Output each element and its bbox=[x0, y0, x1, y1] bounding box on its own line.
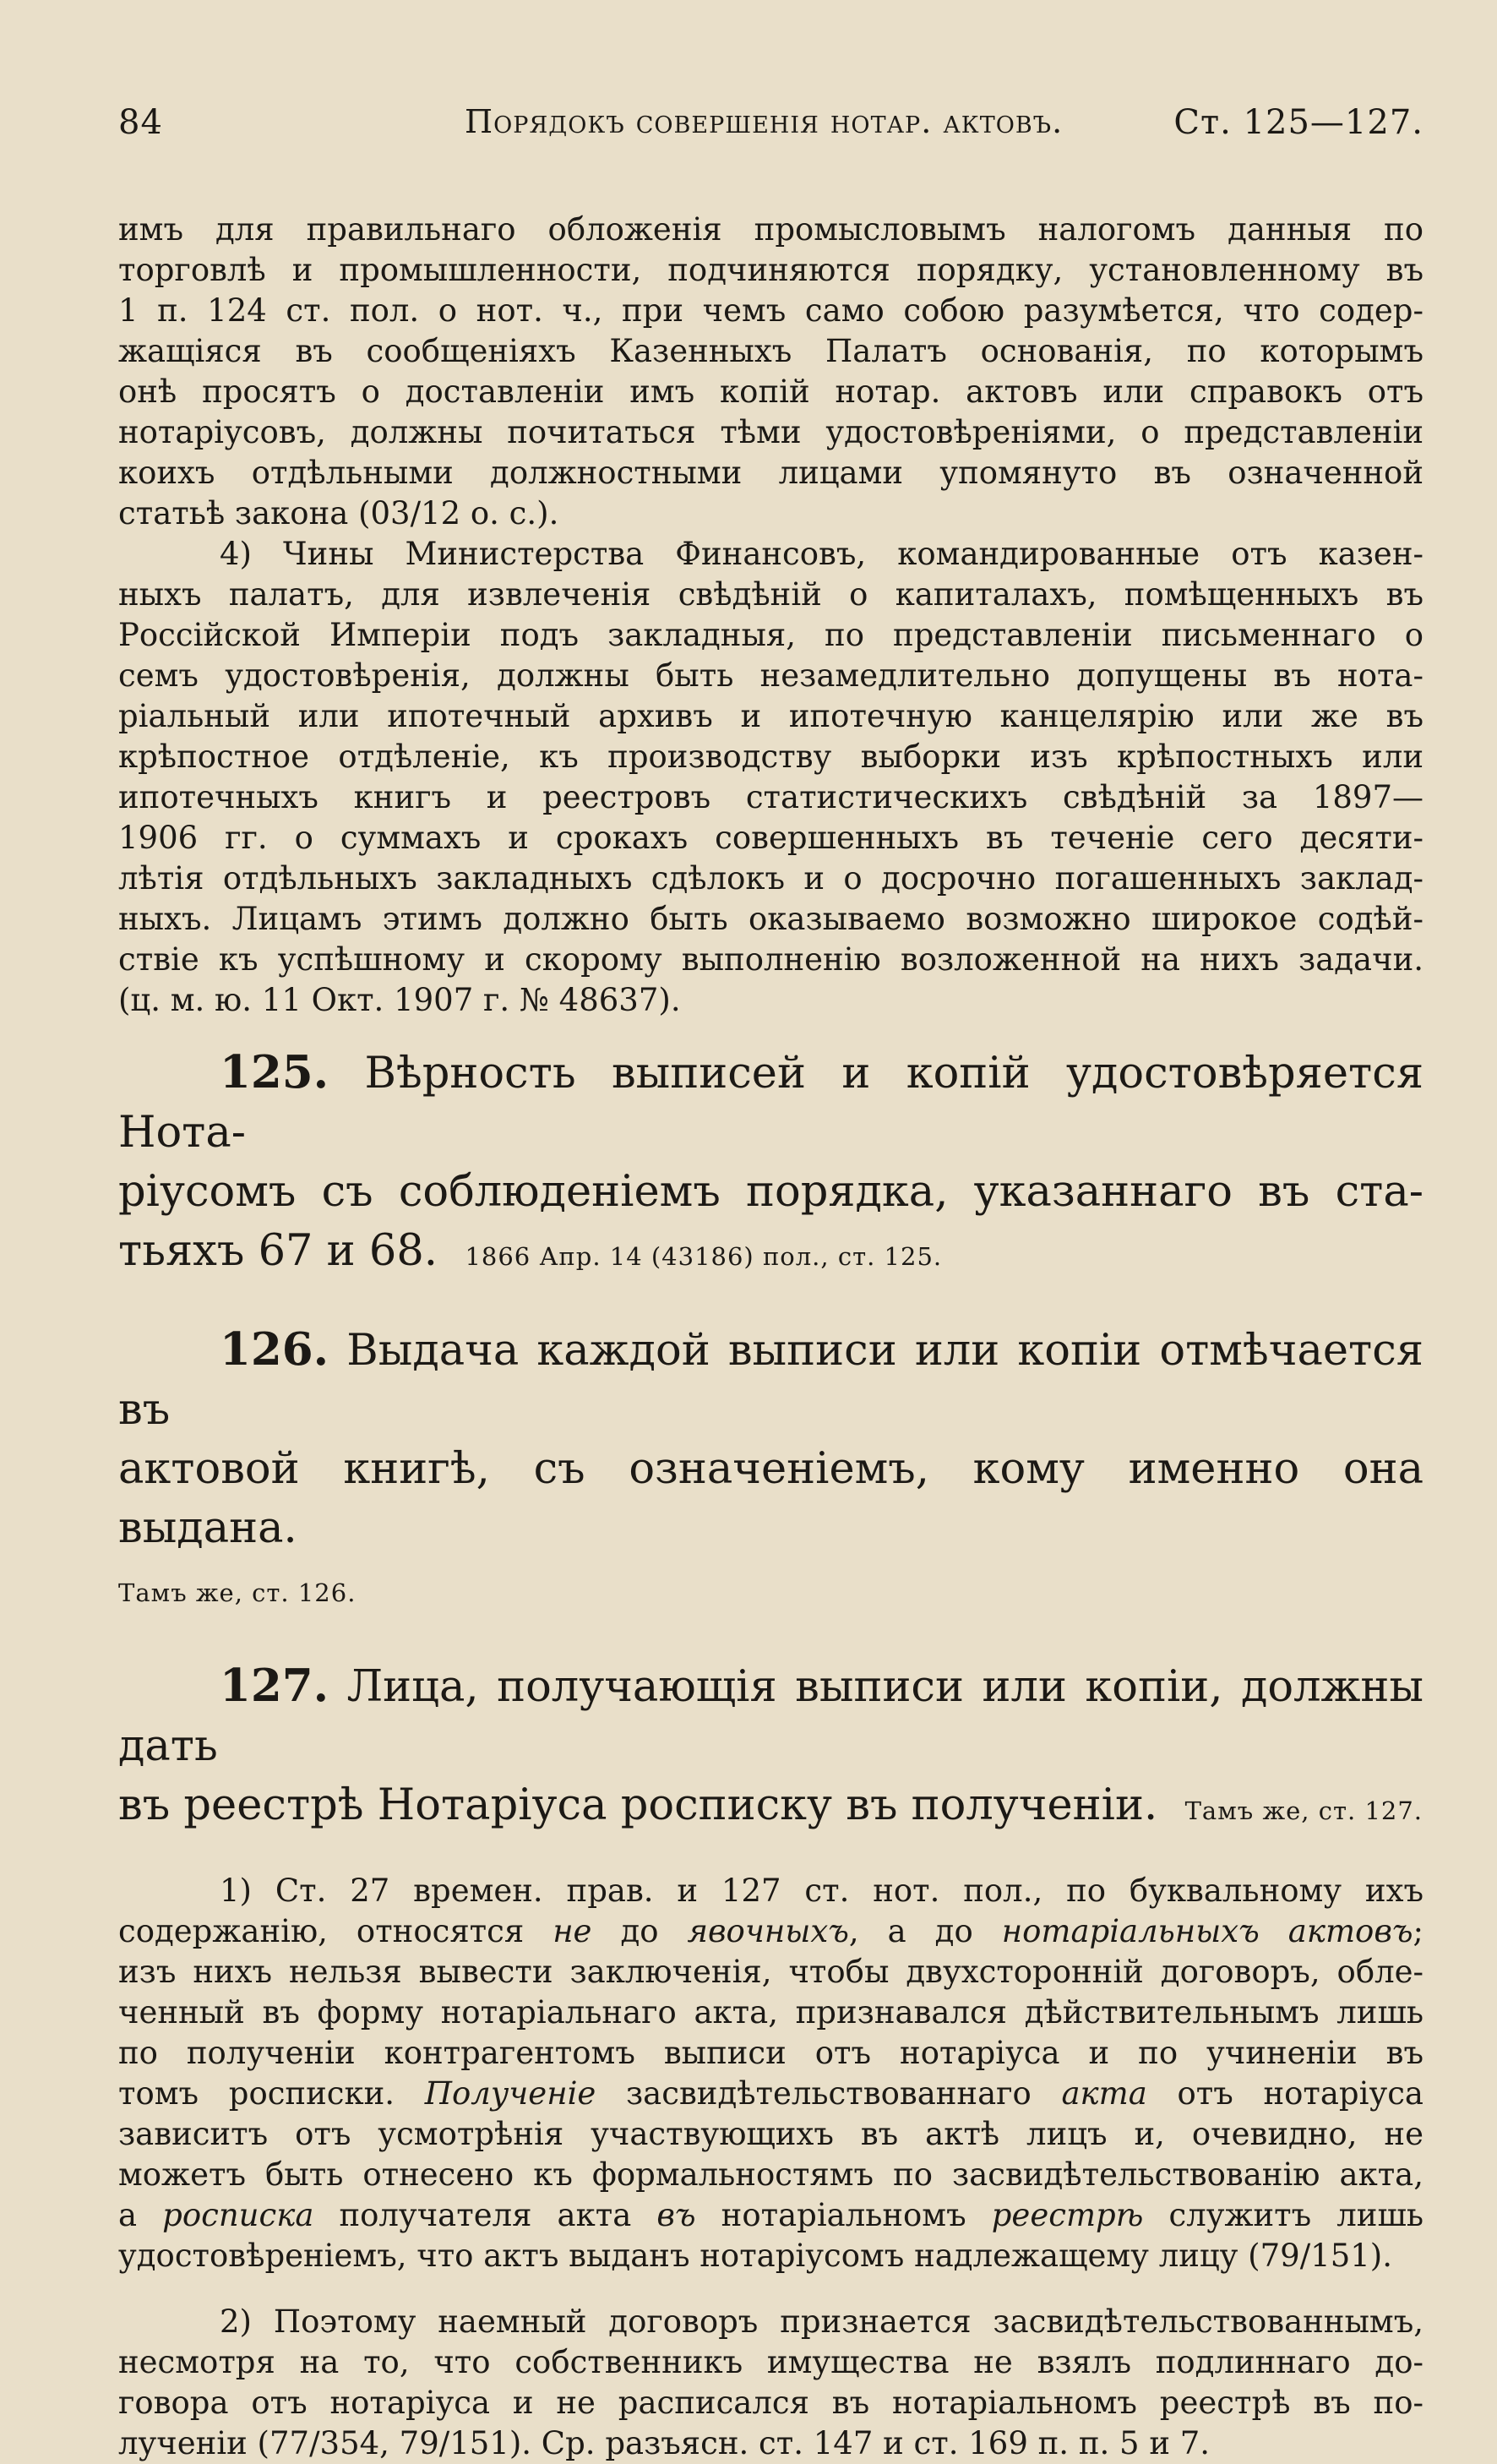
text-line: имъ для правильнаго обложенія промысловымъ налогомъ данныя по bbox=[118, 211, 1424, 248]
page-body bbox=[118, 210, 1424, 2464]
text-line: 2) Поэтому наемный договоръ признается засвидѣтельствованнымъ, bbox=[220, 2303, 1424, 2340]
text-line: лѣтія отдѣльныхъ закладныхъ сдѣлокъ и о досрочно погашенныхъ заклад- bbox=[118, 860, 1424, 897]
note-3-continued bbox=[118, 210, 1424, 534]
text-line: (ц. м. ю. 11 Окт. 1907 г. № 48637). bbox=[118, 982, 681, 1018]
text-line: ченный въ форму нотаріальнаго акта, признавался дѣйствительнымъ лишь bbox=[118, 1994, 1424, 2031]
note-4 bbox=[118, 534, 1424, 1021]
text-line: онѣ просятъ о доставленіи имъ копій нотар. актовъ или справокъ отъ bbox=[118, 373, 1424, 410]
article-number: 127. bbox=[220, 1660, 329, 1712]
text-line: изъ нихъ нельзя вывести заключенія, чтобы двухсторонній договоръ, обле- bbox=[118, 1954, 1424, 1990]
page-number: 84 bbox=[118, 103, 163, 142]
article-source: 1866 Апр. 14 (43186) пол., ст. 125. bbox=[465, 1242, 943, 1271]
text-line: нотаріусовъ, должны почитаться тѣми удостовѣреніями, о представленіи bbox=[118, 414, 1424, 450]
text-line: 1906 гг. о суммахъ и срокахъ совершенныхъ въ теченіе сего десяти- bbox=[118, 820, 1424, 856]
article-number: 125. bbox=[220, 1046, 329, 1098]
article-127 bbox=[118, 1656, 1424, 1840]
text-line: томъ росписки. Полученіе засвидѣтельствованнаго акта отъ нотаріуса bbox=[118, 2075, 1424, 2112]
article-125 bbox=[118, 1043, 1424, 1286]
article-126 bbox=[118, 1320, 1424, 1622]
text-line: статьѣ закона (03/12 о. с.). bbox=[118, 495, 559, 532]
article-number: 126. bbox=[220, 1323, 329, 1376]
text-line: можетъ быть отнесено къ формальностямъ по засвидѣтельствованію акта, bbox=[118, 2156, 1424, 2193]
text-line: ипотечныхъ книгъ и реестровъ статистическихъ свѣдѣній за 1897— bbox=[118, 779, 1424, 815]
text-line: торговлѣ и промышленности, подчиняются порядку, установленному въ bbox=[118, 252, 1424, 288]
text-line: ныхъ палатъ, для извлеченія свѣдѣній о капиталахъ, помѣщенныхъ въ bbox=[118, 576, 1424, 613]
text-line: 1) Ст. 27 времен. прав. и 127 ст. нот. пол., по буквальному ихъ bbox=[220, 1873, 1424, 1909]
article-text: въ реестрѣ Нотаріуса росписку въ полученіи. bbox=[118, 1780, 1158, 1830]
running-header bbox=[118, 103, 1424, 154]
text-line: говора отъ нотаріуса и не расписался въ нотаріальномъ реестрѣ въ по- bbox=[118, 2385, 1424, 2421]
text-line: коихъ отдѣльными должностными лицами упомянуто въ означенной bbox=[118, 455, 1424, 491]
text-line: 4) Чины Министерства Финансовъ, командированные отъ казен- bbox=[220, 536, 1424, 572]
text-line: ныхъ. Лицамъ этимъ должно быть оказываемо возможно широкое содѣй- bbox=[118, 901, 1424, 937]
text-line: зависитъ отъ усмотрѣнія участвующихъ въ актѣ лицъ и, очевидно, не bbox=[118, 2116, 1424, 2152]
text-line: а росписка получателя акта въ нотаріальномъ реестрѣ служитъ лишь bbox=[118, 2197, 1424, 2233]
text-line: удостовѣреніемъ, что актъ выданъ нотаріусомъ надлежащему лицу (79/151). bbox=[118, 2238, 1392, 2274]
article-text: Вѣрность выписей и копій удостовѣряется Нота- bbox=[118, 1049, 1424, 1158]
article-text: тьяхъ 67 и 68. bbox=[118, 1226, 438, 1276]
text-line: 1 п. 124 ст. пол. о нот. ч., при чемъ само собою разумѣется, что содер- bbox=[118, 292, 1424, 329]
text-line: лученіи (77/354, 79/151). Ср. разъясн. ст. 147 и ст. 169 п. п. 5 и 7. bbox=[118, 2425, 1211, 2461]
article-text: актовой книгѣ, съ означеніемъ, кому именно она выдана. bbox=[118, 1444, 1424, 1553]
text-line: несмотря на то, что собственникъ имущества не взялъ подлиннаго до- bbox=[118, 2344, 1424, 2380]
note-127-2 bbox=[118, 2302, 1424, 2464]
text-line: Россійской Имперіи подъ закладныя, по представленіи письменнаго о bbox=[118, 617, 1424, 653]
text-line: крѣпостное отдѣленіе, къ производству выборки изъ крѣпостныхъ или bbox=[118, 739, 1424, 775]
article-range: Ст. 125—127. bbox=[1173, 103, 1424, 142]
text-line: жащіяся въ сообщеніяхъ Казенныхъ Палатъ основанія, по которымъ bbox=[118, 333, 1424, 369]
text-line: ствіе къ успѣшному и скорому выполненію возложенной на нихъ задачи. bbox=[118, 941, 1424, 978]
article-source: Тамъ же, ст. 126. bbox=[118, 1578, 357, 1607]
text-line: ріальный или ипотечный архивъ и ипотечную канцелярію или же въ bbox=[118, 698, 1424, 734]
article-source: Тамъ же, ст. 127. bbox=[1184, 1796, 1424, 1825]
article-text: ріусомъ съ соблюденіемъ порядка, указаннаго въ ста- bbox=[118, 1167, 1424, 1217]
text-line: содержанію, относятся не до явочныхъ, а до нотаріальныхъ актовъ; bbox=[118, 1913, 1424, 1949]
article-text: Лица, получающія выписи или копіи, должны дать bbox=[118, 1662, 1424, 1771]
text-line: по полученіи контрагентомъ выписи отъ нотаріуса и по учиненіи въ bbox=[118, 2035, 1424, 2071]
text-line: семъ удостовѣренія, должны быть незамедлительно допущены въ нота- bbox=[118, 657, 1424, 694]
article-text: Выдача каждой выписи или копіи отмѣчается въ bbox=[118, 1326, 1424, 1435]
running-title: Порядокъ совершенія нотар. актовъ. bbox=[465, 103, 1064, 140]
note-127-1 bbox=[118, 1871, 1424, 2276]
